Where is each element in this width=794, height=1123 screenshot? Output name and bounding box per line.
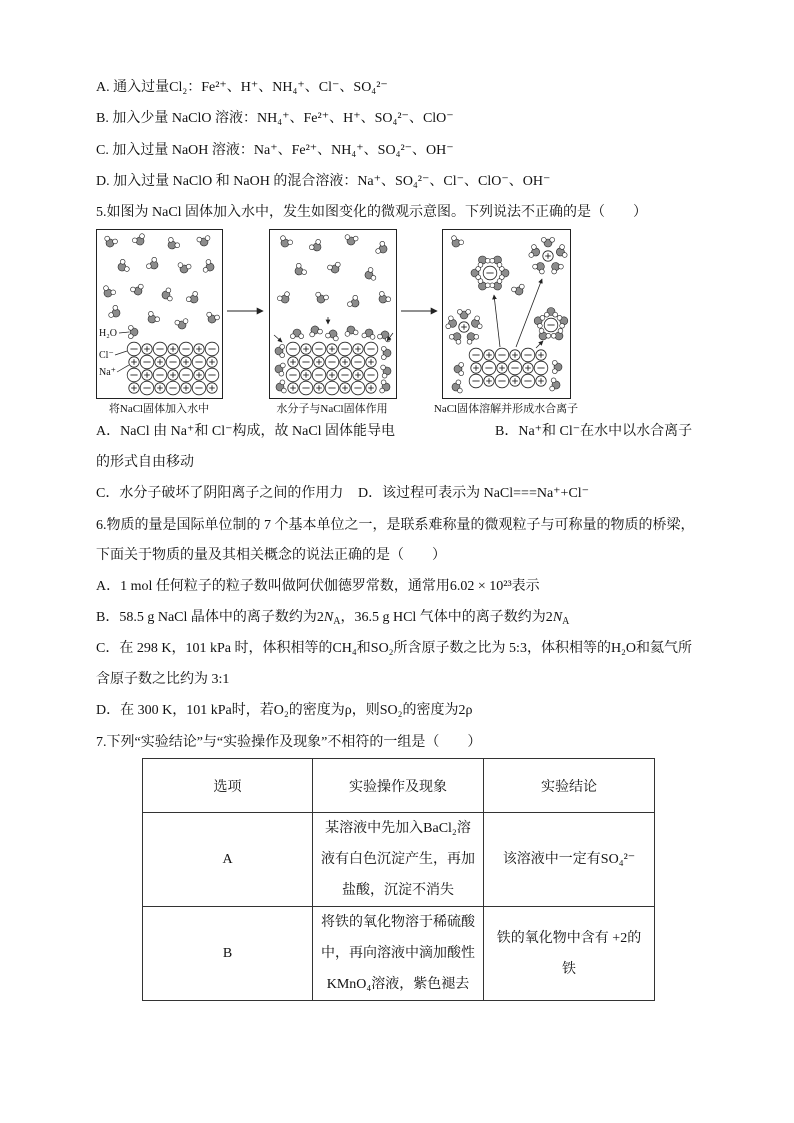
sodium-ion — [301, 370, 311, 380]
chloride-ion — [140, 355, 154, 369]
sodium-ion — [181, 357, 191, 367]
sodium-ion — [340, 357, 350, 367]
figure-caption-3: NaCl固体溶解并形成水合离子 — [433, 403, 579, 415]
sodium-ion — [288, 383, 298, 393]
chloride-ion — [338, 368, 352, 382]
chloride-ion — [179, 368, 193, 382]
table-row — [143, 907, 655, 1001]
sodium-ion — [142, 344, 152, 354]
q6-stem-line2: 下面关于物质的量及其相关概念的说法正确的是（ ） — [96, 548, 446, 563]
q6-option-b-part1: B．58.5 g NaCl 晶体中的离子数约为2 — [96, 610, 324, 625]
table-row — [143, 813, 655, 907]
row-b-conclusion — [484, 907, 655, 1001]
row-b-operation-line: 将铁的氧化物溶于稀硫酸 — [321, 915, 475, 930]
hydrogen-atom — [457, 309, 462, 314]
avogadro-symbol: N — [323, 610, 334, 625]
hydrogen-atom — [541, 237, 546, 242]
chloride-ion — [166, 355, 180, 369]
sodium-ion — [301, 344, 311, 354]
hydrogen-atom — [552, 360, 557, 365]
q5-option-c: C．水分子破坏了阴阳离子之间的作用力 — [96, 486, 344, 501]
q4-option-a: A. 通入过量Cl₂：Fe²⁺、H⁺、NH₄⁺、Cl⁻、SO₄²⁻ — [96, 80, 388, 95]
chloride-ion — [508, 361, 522, 375]
sodium-ion — [207, 383, 217, 393]
row-b-conclusion-line: 铁的氧化物中含有 +2的 — [496, 930, 642, 946]
sodium-ion — [340, 383, 350, 393]
water-label: H₂O — [99, 328, 117, 339]
chloride-ion — [205, 368, 219, 382]
q4-option-b: B. 加入少量 NaClO 溶液：NH₄⁺、Fe²⁺、H⁺、SO₄²⁻、ClO⁻ — [96, 111, 454, 126]
chloride-ion — [351, 381, 365, 395]
sodium-ion — [314, 383, 324, 393]
hydrogen-atom — [552, 369, 557, 374]
q6-option-c-line1: C．在 298 K，101 kPa 时，体积相等的CH₄和SO₂所含原子数之比为 5:3，体积相等的H₂O和氦气所 — [96, 641, 693, 656]
avogadro-symbol: N — [552, 610, 563, 625]
row-b-operation-line: 中，再向溶液中滴加酸性 — [321, 946, 475, 961]
row-a-operation-line: 液有白色沉淀产生，再加 — [321, 852, 475, 867]
figure-caption-2: 水分子与NaCl固体作用 — [276, 403, 388, 415]
sodium-ion — [327, 344, 337, 354]
hydrogen-atom — [553, 312, 558, 317]
sodium-ion — [168, 344, 178, 354]
chloride-ion — [325, 381, 339, 395]
chloride-ion — [521, 348, 535, 362]
sodium-ion — [327, 370, 337, 380]
sodium-ion — [353, 370, 363, 380]
chloride-ion — [482, 361, 496, 375]
q5-option-a: A．NaCl 由 Na⁺和 Cl⁻构成，故 NaCl 固体能导电 — [96, 424, 396, 439]
row-b-conclusion-line: 铁 — [562, 961, 576, 977]
sodium-ion — [536, 376, 546, 386]
chloride-ion — [483, 266, 497, 280]
chloride-ion — [325, 355, 339, 369]
hydrogen-atom — [280, 353, 285, 358]
sodium-ion — [510, 350, 520, 360]
q4-option-c: C. 加入过量 NaOH 溶液：Na⁺、Fe²⁺、NH₄⁺、SO₄²⁻、OH⁻ — [96, 143, 454, 158]
q6-option-b-part2: ，36.5 g HCl 气体中的离子数约为2 — [340, 610, 553, 625]
sodium-ion — [523, 363, 533, 373]
chloride-ion — [286, 342, 300, 356]
chloride-ion — [205, 342, 219, 356]
chloride-ion — [495, 348, 509, 362]
chloride-ion — [351, 355, 365, 369]
q6-option-a: A．1 mol 任何粒子的粒子数叫做阿伏伽德罗常数，通常用6.02 × 10²³表示 — [96, 579, 540, 594]
row-a-conclusion — [484, 813, 655, 907]
hydrogen-atom — [128, 334, 133, 339]
sodium-ion — [155, 357, 165, 367]
figure-caption-1: 将NaCl固体加入水中 — [108, 403, 210, 415]
sodium-ion — [314, 357, 324, 367]
sodium-ion — [484, 350, 494, 360]
hydrogen-atom — [466, 309, 471, 314]
chloride-ion — [299, 355, 313, 369]
hydrogen-atom — [544, 312, 549, 317]
avogadro-subscript: A — [562, 616, 570, 627]
chloride-ion — [166, 381, 180, 395]
row-b-operation-line: KMnO₄溶液，紫色褪去 — [326, 977, 470, 992]
sodium-ion — [288, 357, 298, 367]
chloride-ion — [153, 342, 167, 356]
header-conclusion: 实验结论 — [484, 759, 655, 813]
chloride-ion — [312, 368, 326, 382]
chloride-ion — [312, 342, 326, 356]
chloride-ion — [544, 318, 558, 332]
sodium-ion — [142, 370, 152, 380]
hydrogen-atom — [381, 355, 386, 360]
q5-stem: 5.如图为 NaCl 固体加入水中，发生如图变化的微观示意图。下列说法不正确的是（ ） — [96, 205, 648, 220]
sodium-ion — [366, 357, 376, 367]
table-header-row — [143, 759, 655, 813]
experiment-table — [142, 758, 655, 1001]
chloride-label: Cl⁻ — [99, 350, 114, 361]
sodium-label: Na⁺ — [99, 367, 116, 378]
q6-option-d: D．在 300 K，101 kPa时，若O₂的密度为ρ，则SO₂的密度为2ρ — [96, 703, 473, 718]
sodium-ion — [459, 322, 469, 332]
nacl-dissolution-figure — [96, 229, 572, 400]
hydrogen-atom — [381, 346, 386, 351]
sodium-ion — [353, 344, 363, 354]
chloride-ion — [179, 342, 193, 356]
row-b-option: B — [143, 907, 313, 1001]
q6-stem-line1: 6.物质的量是国际单位制的 7 个基本单位之一，是联系难称量的微观粒子与可称量的物质的桥梁， — [96, 518, 695, 533]
sodium-ion — [366, 383, 376, 393]
chloride-ion — [127, 342, 141, 356]
hydrogen-atom — [290, 334, 295, 339]
sodium-ion — [194, 344, 204, 354]
chloride-ion — [192, 355, 206, 369]
sodium-ion — [168, 370, 178, 380]
sodium-ion — [497, 363, 507, 373]
row-a-operation-line: 某溶液中先加入BaCl₂溶 — [325, 821, 471, 836]
q4-option-d: D. 加入过量 NaClO 和 NaOH 的混合溶液：Na⁺、SO₄²⁻、Cl⁻、ClO⁻、OH⁻ — [96, 174, 551, 189]
q5-option-b-line2: 的形式自由移动 — [96, 455, 194, 470]
hydrogen-atom — [128, 325, 133, 330]
row-a-option: A — [143, 813, 313, 907]
q7-stem: 7.下列“实验结论”与“实验操作及现象”不相符的一组是（ ） — [96, 735, 482, 750]
hydrogen-atom — [280, 344, 285, 349]
sodium-ion — [155, 383, 165, 393]
sodium-ion — [484, 376, 494, 386]
chloride-ion — [521, 374, 535, 388]
chloride-ion — [495, 374, 509, 388]
chloride-ion — [364, 368, 378, 382]
q6-option-b — [96, 608, 569, 632]
chloride-ion — [469, 374, 483, 388]
chloride-ion — [299, 381, 313, 395]
row-a-conclusion-line: 该溶液中一定有SO₄²⁻ — [502, 852, 636, 867]
sodium-ion — [207, 357, 217, 367]
sodium-ion — [536, 350, 546, 360]
sodium-ion — [129, 357, 139, 367]
sodium-ion — [194, 370, 204, 380]
row-a-operation — [313, 813, 484, 907]
header-option: 选项 — [143, 759, 313, 813]
hydrogen-atom — [459, 362, 464, 367]
chloride-ion — [153, 368, 167, 382]
hydrogen-atom — [550, 237, 555, 242]
chloride-ion — [140, 381, 154, 395]
chloride-ion — [338, 342, 352, 356]
sodium-ion — [471, 363, 481, 373]
chloride-ion — [127, 368, 141, 382]
sodium-ion — [129, 383, 139, 393]
sodium-ion — [510, 376, 520, 386]
chloride-ion — [364, 342, 378, 356]
hydrogen-atom — [476, 275, 481, 280]
hydrogen-atom — [459, 371, 464, 376]
header-operation: 实验操作及现象 — [313, 759, 484, 813]
sodium-ion — [181, 383, 191, 393]
chloride-ion — [286, 368, 300, 382]
nacl-crystal-lattice — [469, 348, 548, 388]
q5-option-b-line1: B．Na⁺和 Cl⁻在水中以水合离子 — [495, 424, 693, 439]
chloride-ion — [534, 361, 548, 375]
avogadro-subscript: A — [333, 616, 341, 627]
row-b-operation — [313, 907, 484, 1001]
row-a-operation-line: 盐酸，沉淀不消失 — [342, 883, 454, 898]
sodium-ion — [543, 251, 553, 261]
hydrogen-atom — [299, 334, 304, 339]
chloride-ion — [469, 348, 483, 362]
chloride-ion — [192, 381, 206, 395]
q5-option-d: D．该过程可表示为 NaCl===Na⁺+Cl⁻ — [358, 486, 590, 501]
q6-option-c-line2: 含原子数之比约为 3:1 — [96, 672, 230, 687]
